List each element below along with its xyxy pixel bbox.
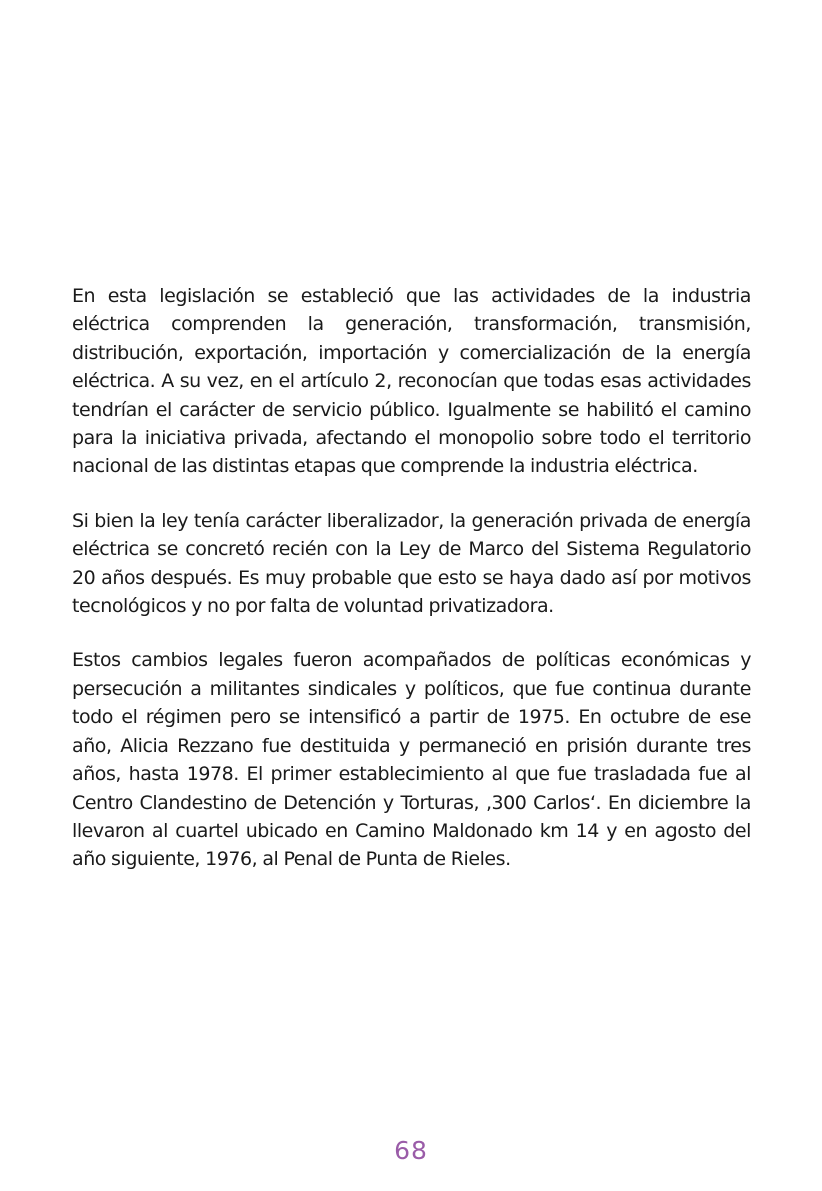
body-text <box>72 282 751 900</box>
paragraph-liberalization: Si bien la ley tenía carácter liberalizador, la generación privada de energía eléctrica se concretó recién con la Ley de Marco del Sistema Regulatorio 20 años después. Es muy probable que esto se haya dado así por motivos tecnológicos y no por falta de voluntad privatizadora. <box>72 509 751 618</box>
page-number: 68 <box>394 1136 428 1165</box>
paragraph-legislation: En esta legislación se estableció que las actividades de la industria eléctrica comprenden la generación, transformación, transmisión, distribución, exportación, importación y comercialización de la energía eléctrica. A su vez, en el artículo 2, reconocían que todas esas actividades tendrían el carácter de servicio público. Igualmente se habilitó el camino para la iniciativa privada, afectando el monopolio sobre todo el territorio nacional de las distintas etapas que comprende la industria eléctrica. <box>72 285 751 478</box>
paragraph-persecution: Estos cambios legales fueron acompañados de políticas económicas y persecución a militantes sindicales y políticos, que fue continua durante todo el régimen pero se intensificó a partir de 1975. En octubre de ese año, Alicia Rezzano fue destituida y permaneció en prisión durante tres años, hasta 1978. El primer establecimiento al que fue trasladada fue al Centro Clandestino de Detención y Torturas, ‚300 Carlos‘. En diciembre la llevaron al cuartel ubicado en Camino Maldonado km 14 y en agosto del año siguiente, 1976, al Penal de Punta de Rieles. <box>72 649 751 871</box>
